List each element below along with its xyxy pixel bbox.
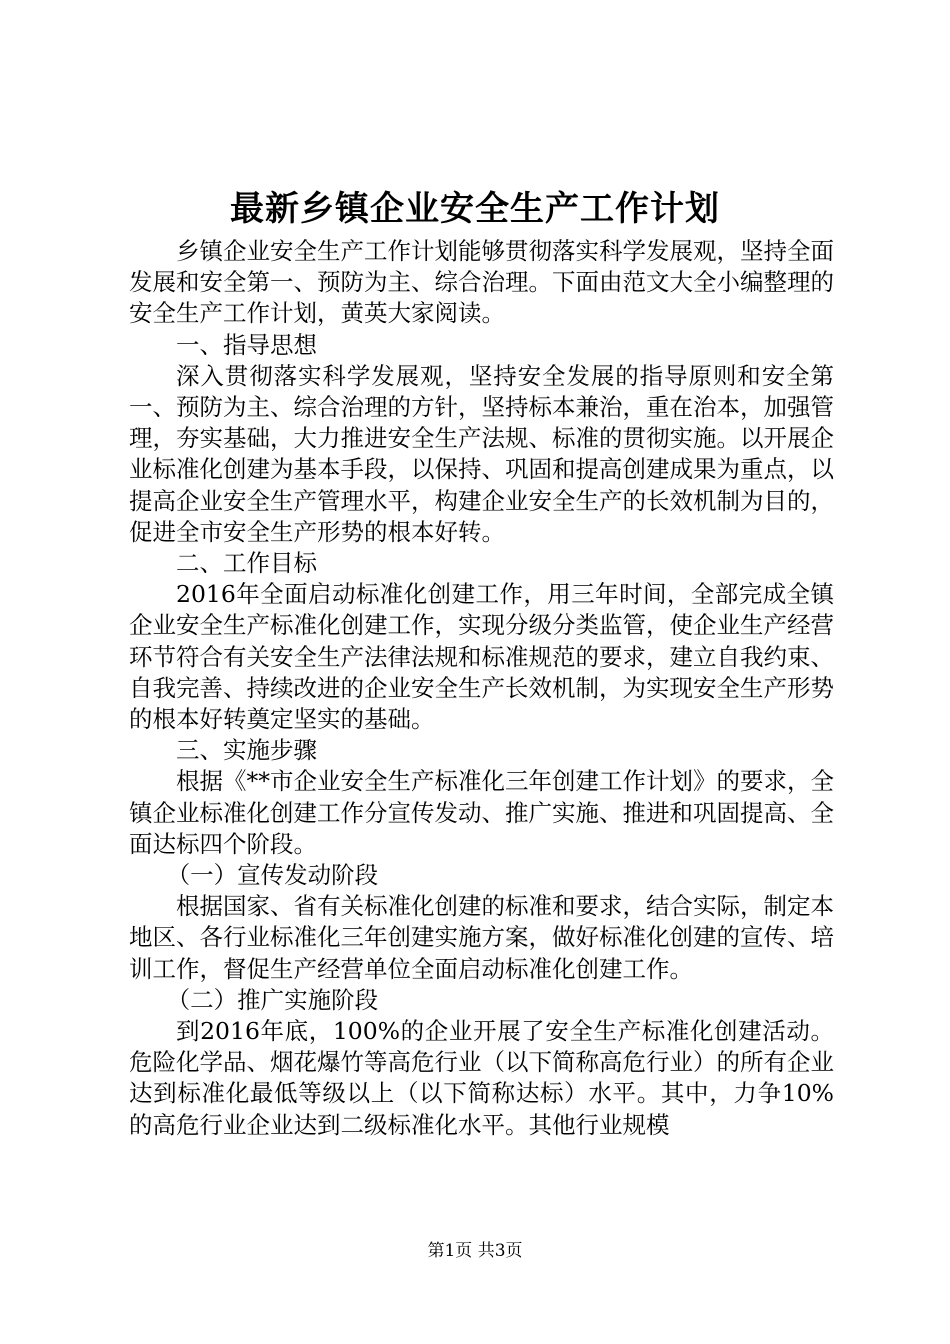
page-number-footer: 第1页 共3页 xyxy=(427,1241,523,1261)
section-heading-guiding-thought: 一、指导思想 xyxy=(176,330,317,359)
subheading-publicity-stage: （一）宣传发动阶段 xyxy=(166,861,379,890)
subheading-promotion-stage: （二）推广实施阶段 xyxy=(166,985,379,1014)
promotion-stage-paragraph: 到2016年底，100%的企业开展了安全生产标准化创建活动。危险化学品、烟花爆竹等高危行业（以下简称高危行业）的所有企业达到标准化最低等级以上（以下简称达标）水平。其中，力争10%的高危行业企业达到二级标准化水平。其他行业规模 xyxy=(129,1017,834,1139)
document-body xyxy=(129,236,834,1141)
work-goals-paragraph: 2016年全面启动标准化创建工作，用三年时间，全部完成全镇企业安全生产标准化创建工作，实现分级分类监管，使企业生产经营环节符合有关安全生产法律法规和标准规范的要求，建立自我约束、自我完善、持续改进的企业安全生产长效机制，为实现安全生产形势的根本好转奠定坚实的基础。 xyxy=(129,580,834,734)
section-heading-implementation-steps: 三、实施步骤 xyxy=(176,736,317,765)
implementation-steps-paragraph: 根据《**市企业安全生产标准化三年创建工作计划》的要求，全镇企业标准化创建工作分宣传发动、推广实施、推进和巩固提高、全面达标四个阶段。 xyxy=(129,767,834,858)
section-heading-work-goals: 二、工作目标 xyxy=(176,549,317,578)
guiding-thought-paragraph: 深入贯彻落实科学发展观，坚持安全发展的指导原则和安全第一、预防为主、综合治理的方针，坚持标本兼治，重在治本，加强管理，夯实基础，大力推进安全生产法规、标准的贯彻实施。以开展企业标准化创建为基本手段，以保持、巩固和提高创建成果为重点，以提高企业安全生产管理水平，构建企业安全生产的长效机制为目的，促进全市安全生产形势的根本好转。 xyxy=(129,361,834,546)
intro-paragraph: 乡镇企业安全生产工作计划能够贯彻落实科学发展观，坚持全面发展和安全第一、预防为主、综合治理。下面由范文大全小编整理的安全生产工作计划，黄英大家阅读。 xyxy=(129,237,834,328)
publicity-stage-paragraph: 根据国家、省有关标准化创建的标准和要求，结合实际，制定本地区、各行业标准化三年创建实施方案，做好标准化创建的宣传、培训工作，督促生产经营单位全面启动标准化创建工作。 xyxy=(129,892,834,983)
document-title: 最新乡镇企业安全生产工作计划 xyxy=(230,189,720,229)
